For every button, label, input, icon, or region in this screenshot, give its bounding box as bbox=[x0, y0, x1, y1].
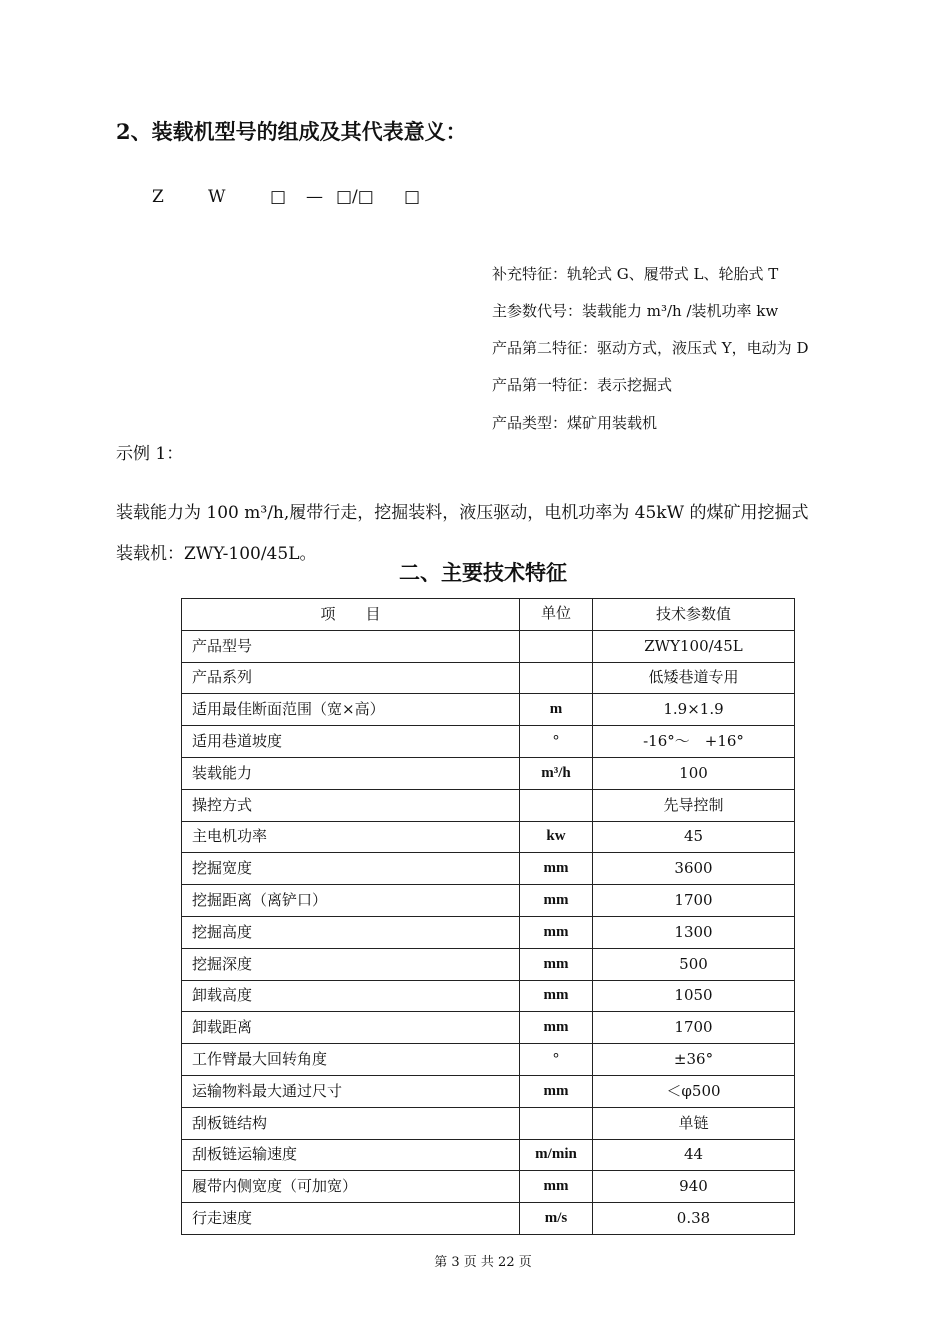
row-unit bbox=[520, 1107, 593, 1139]
example-text: 装载机：ZWY-100/45L。 bbox=[116, 544, 317, 564]
row-value: 1300 bbox=[593, 916, 795, 948]
row-value: 45 bbox=[593, 821, 795, 853]
row-item: 运输物料最大通过尺寸 bbox=[182, 1075, 520, 1107]
example-label: 示例 1： bbox=[116, 444, 184, 464]
row-item: 操控方式 bbox=[182, 789, 520, 821]
row-value: 3600 bbox=[593, 853, 795, 885]
row-value: 先导控制 bbox=[593, 789, 795, 821]
row-value: 1.9×1.9 bbox=[593, 694, 795, 726]
row-value: 1700 bbox=[593, 885, 795, 917]
legend-line: 补充特征：轨轮式 G、履带式 L、轮胎式 T bbox=[492, 265, 779, 283]
row-value: 44 bbox=[593, 1139, 795, 1171]
table-row bbox=[182, 1139, 795, 1171]
section-title: 2、装载机型号的组成及其代表意义： bbox=[116, 119, 467, 144]
row-value: -16°～ +16° bbox=[593, 726, 795, 758]
model-code-z: Z bbox=[152, 187, 164, 207]
row-item: 挖掘深度 bbox=[182, 948, 520, 980]
model-code-box-2: □/□ bbox=[336, 187, 374, 207]
row-unit: mm bbox=[520, 1075, 593, 1107]
row-item: 适用最佳断面范围（宽×高） bbox=[182, 694, 520, 726]
row-unit bbox=[520, 662, 593, 694]
row-value: 1050 bbox=[593, 980, 795, 1012]
table-row bbox=[182, 630, 795, 662]
row-unit: m/s bbox=[520, 1203, 593, 1235]
table-row bbox=[182, 662, 795, 694]
header-item: 项 目 bbox=[182, 599, 520, 631]
row-unit bbox=[520, 630, 593, 662]
row-value: 单链 bbox=[593, 1107, 795, 1139]
legend-line: 产品第一特征：表示挖掘式 bbox=[492, 376, 673, 394]
row-item: 适用巷道坡度 bbox=[182, 726, 520, 758]
spec-table bbox=[181, 598, 795, 1235]
row-unit: mm bbox=[520, 853, 593, 885]
row-unit: mm bbox=[520, 885, 593, 917]
spec-table-body bbox=[182, 630, 795, 1234]
table-row bbox=[182, 789, 795, 821]
table-row bbox=[182, 1044, 795, 1076]
row-item: 装载能力 bbox=[182, 757, 520, 789]
table-row bbox=[182, 757, 795, 789]
row-value: 100 bbox=[593, 757, 795, 789]
model-code-box-1: □ bbox=[270, 187, 287, 207]
row-item: 行走速度 bbox=[182, 1203, 520, 1235]
header-value: 技术参数值 bbox=[593, 599, 795, 631]
row-unit: mm bbox=[520, 980, 593, 1012]
table-row bbox=[182, 1075, 795, 1107]
table-row bbox=[182, 1107, 795, 1139]
row-item: 刮板链运输速度 bbox=[182, 1139, 520, 1171]
example-text: 装载能力为 100 m³/h,履带行走，挖掘装料，液压驱动，电机功率为 45kW 的煤矿用挖掘式 bbox=[116, 503, 809, 523]
row-value: 0.38 bbox=[593, 1203, 795, 1235]
row-item: 主电机功率 bbox=[182, 821, 520, 853]
legend-line: 主参数代号：装载能力 m³/h /装机功率 kw bbox=[492, 302, 779, 320]
row-item: 刮板链结构 bbox=[182, 1107, 520, 1139]
row-unit bbox=[520, 789, 593, 821]
row-value: 940 bbox=[593, 1171, 795, 1203]
table-row bbox=[182, 726, 795, 758]
row-item: 挖掘宽度 bbox=[182, 853, 520, 885]
row-item: 履带内侧宽度（可加宽） bbox=[182, 1171, 520, 1203]
row-unit: kw bbox=[520, 821, 593, 853]
row-item: 产品型号 bbox=[182, 630, 520, 662]
model-code-w: W bbox=[208, 187, 226, 207]
table-row bbox=[182, 980, 795, 1012]
row-item: 挖掘高度 bbox=[182, 916, 520, 948]
row-item: 挖掘距离（离铲口） bbox=[182, 885, 520, 917]
row-item: 卸载高度 bbox=[182, 980, 520, 1012]
table-row bbox=[182, 948, 795, 980]
table-row bbox=[182, 821, 795, 853]
model-code-dash: — bbox=[306, 187, 323, 207]
row-value: ＜φ500 bbox=[593, 1075, 795, 1107]
row-item: 工作臂最大回转角度 bbox=[182, 1044, 520, 1076]
row-unit: ° bbox=[520, 1044, 593, 1076]
row-unit: mm bbox=[520, 1171, 593, 1203]
legend-line: 产品类型：煤矿用装载机 bbox=[492, 414, 658, 432]
row-unit: m³/h bbox=[520, 757, 593, 789]
table-row bbox=[182, 916, 795, 948]
row-value: 低矮巷道专用 bbox=[593, 662, 795, 694]
table-row bbox=[182, 853, 795, 885]
row-value: 1700 bbox=[593, 1012, 795, 1044]
row-item: 产品系列 bbox=[182, 662, 520, 694]
table-row bbox=[182, 1171, 795, 1203]
row-value: ±36° bbox=[593, 1044, 795, 1076]
row-unit: mm bbox=[520, 916, 593, 948]
model-code-box-3: □ bbox=[404, 187, 421, 207]
row-value: ZWY100/45L bbox=[593, 630, 795, 662]
table-row bbox=[182, 694, 795, 726]
row-value: 500 bbox=[593, 948, 795, 980]
table-title: 二、主要技术特征 bbox=[399, 560, 567, 585]
table-header-row bbox=[182, 599, 795, 631]
row-unit: mm bbox=[520, 1012, 593, 1044]
page-footer: 第 3 页 共 22 页 bbox=[434, 1255, 532, 1270]
table-row bbox=[182, 1012, 795, 1044]
table-row bbox=[182, 1203, 795, 1235]
row-item: 卸载距离 bbox=[182, 1012, 520, 1044]
row-unit: mm bbox=[520, 948, 593, 980]
header-unit: 单位 bbox=[520, 599, 593, 631]
legend-line: 产品第二特征：驱动方式，液压式 Y，电动为 D bbox=[492, 339, 809, 357]
row-unit: ° bbox=[520, 726, 593, 758]
row-unit: m bbox=[520, 694, 593, 726]
table-row bbox=[182, 885, 795, 917]
row-unit: m/min bbox=[520, 1139, 593, 1171]
